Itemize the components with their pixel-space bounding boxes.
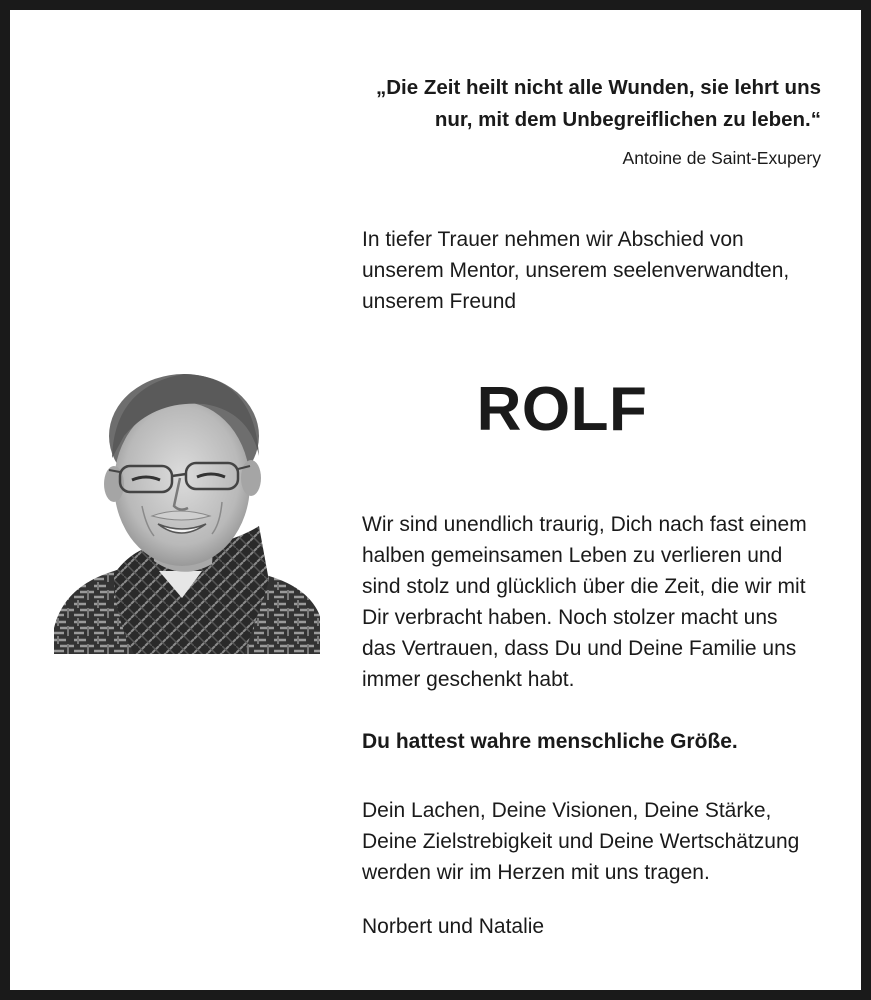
paragraph-legacy: Dein Lachen, Deine Visionen, Deine Stärke, Deine Zielstrebigkeit und Deine Wertschätzung werden wir im Herzen mit uns tragen. xyxy=(362,799,800,884)
deceased-name: ROLF xyxy=(476,375,648,444)
paragraph-memories: Wir sind unendlich traurig, Dich nach fast einem halben gemeinsamen Leben zu verlieren und sind stolz und glücklich über die Zeit, die wir mit Dir verbracht haben. Noch stolzer macht uns das Vertrauen, dass Du und Deine Familie uns immer geschenkt habt. xyxy=(362,513,807,691)
intro-text: In tiefer Trauer nehmen wir Abschied von unserem Mentor, unserem seelenverwandten, unserem Freund xyxy=(362,228,790,313)
quote-text: „Die Zeit heilt nicht alle Wunden, sie lehrt uns nur, mit dem Unbegreiflichen zu leben.“ xyxy=(376,76,821,131)
portrait-photo xyxy=(54,366,320,654)
quote-author: Antoine de Saint-Exupery xyxy=(622,148,821,168)
signature: Norbert und Natalie xyxy=(362,915,545,938)
paragraph-greatness: Du hattest wahre menschliche Größe. xyxy=(362,730,738,753)
